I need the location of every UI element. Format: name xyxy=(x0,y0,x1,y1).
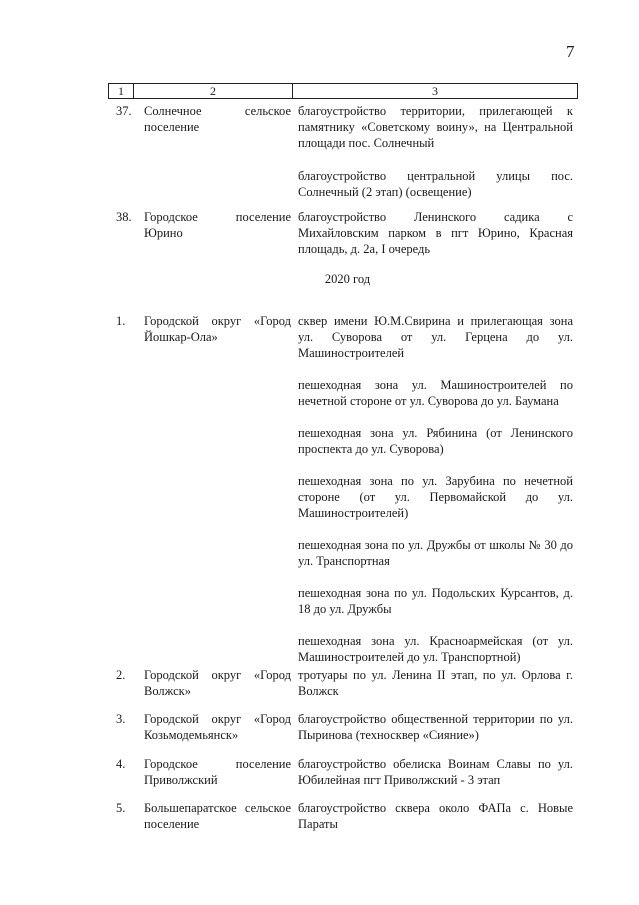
project-item: пешеходная зона по ул. Подольских Курсантов, д. 18 до ул. Дружбы xyxy=(298,586,573,616)
project-item: благоустройство обелиска Воинам Славы по ул. Юбилейная пгт Приволжский - 3 этап xyxy=(298,757,573,787)
header-col-1: 1 xyxy=(109,84,134,98)
header-col-3: 3 xyxy=(432,84,438,98)
row-number: 5. xyxy=(116,801,126,815)
municipality-name: Городское поселение Приволжский xyxy=(144,757,291,787)
project-item: благоустройство общественной территории по ул. Пыринова (техносквер «Сияние») xyxy=(298,712,573,742)
municipality-name: Большепаратское сельское поселение xyxy=(144,801,291,831)
project-item: пешеходная зона по ул. Зарубина по нечетной стороне (от ул. Первомайской до ул. Машиностроителей) xyxy=(298,474,573,520)
row-number: 1. xyxy=(116,314,126,328)
project-list xyxy=(298,667,573,699)
project-list xyxy=(298,103,573,200)
table-header xyxy=(108,83,578,99)
row-number: 4. xyxy=(116,757,126,771)
project-item: сквер имени Ю.М.Свирина и прилегающая зона ул. Суворова от ул. Герцена до ул. Машиностроителей xyxy=(298,314,573,360)
row-number: 3. xyxy=(116,712,126,726)
project-item: пешеходная зона ул. Красноармейская (от ул. Машиностроителей до ул. Транспортной) xyxy=(298,634,573,664)
municipality-name: Солнечное сельское поселение xyxy=(144,104,291,134)
project-item: благоустройство сквера около ФАПа с. Новые Параты xyxy=(298,801,573,831)
row-number: 37. xyxy=(116,104,132,118)
municipality-name: Городской округ «Город Волжск» xyxy=(144,668,291,698)
municipality-name: Городское поселение Юрино xyxy=(144,210,291,240)
project-list xyxy=(298,209,573,257)
project-item: пешеходная зона по ул. Дружбы от школы № 30 до ул. Транспортная xyxy=(298,538,573,568)
row-number: 2. xyxy=(116,668,126,682)
page-number: 7 xyxy=(566,42,575,61)
project-item: благоустройство территории, прилегающей к памятнику «Советскому воину», на Центральной площади пос. Солнечный xyxy=(298,104,573,150)
municipality-name: Городской округ «Город Козьмодемьянск» xyxy=(144,712,291,742)
row-number: 38. xyxy=(116,210,132,224)
project-item: благоустройство Ленинского садика с Михайловским парком в пгт Юрино, Красная площадь, д. 2а, I очередь xyxy=(298,210,573,256)
project-item: тротуары по ул. Ленина II этап, по ул. Орлова г. Волжск xyxy=(298,668,573,698)
project-item: благоустройство центральной улицы пос. Солнечный (2 этап) (освещение) xyxy=(298,169,573,199)
project-list xyxy=(298,800,573,832)
project-list xyxy=(298,313,573,665)
project-item: пешеходная зона ул. Машиностроителей по нечетной стороне от ул. Суворова до ул. Баумана xyxy=(298,378,573,408)
year-heading: 2020 год xyxy=(324,272,371,286)
project-item: пешеходная зона ул. Рябинина (от Ленинского проспекта до ул. Суворова) xyxy=(298,426,573,456)
project-list xyxy=(298,711,573,743)
project-list xyxy=(298,756,573,788)
municipality-name: Городской округ «Город Йошкар-Ола» xyxy=(144,314,291,344)
header-col-2: 2 xyxy=(134,84,293,98)
